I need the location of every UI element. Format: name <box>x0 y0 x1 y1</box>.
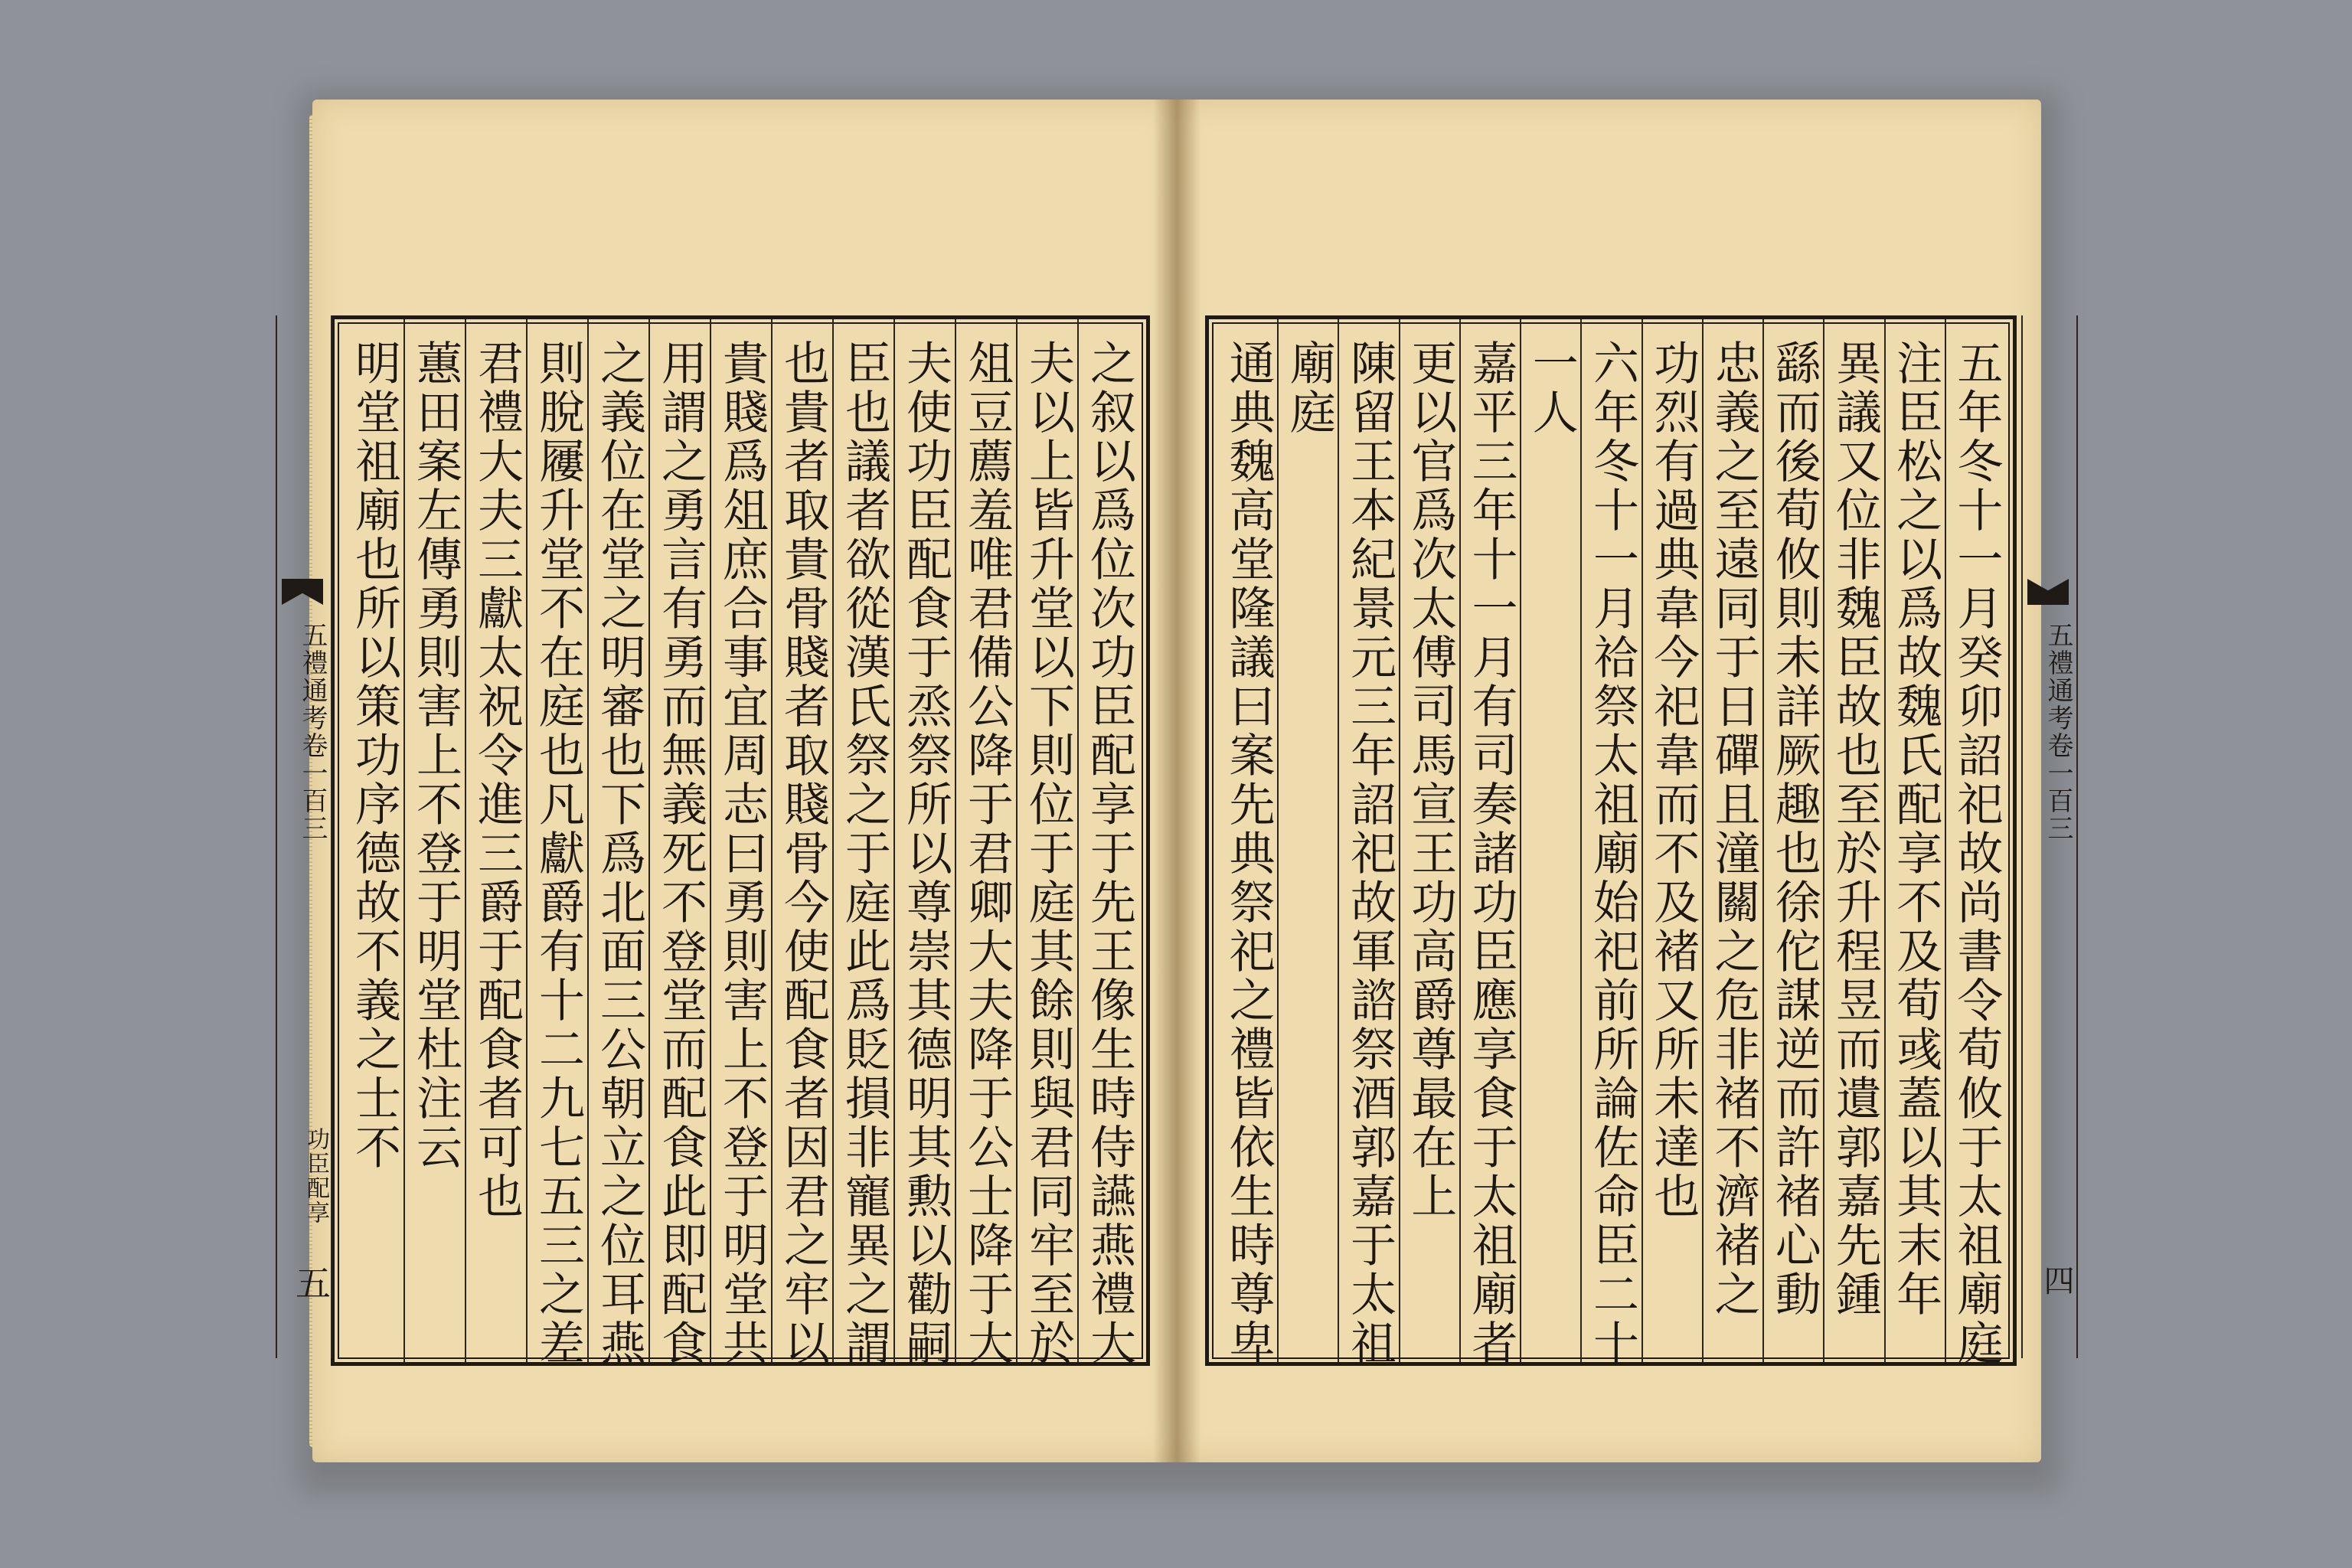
right-column-1: 五年冬十一月癸卯詔祀故尚書令荀攸于太祖廟庭 <box>1949 339 2004 1368</box>
left-column-2: 夫以上皆升堂以下則位于庭其餘則與君同牢至於 <box>1021 339 1075 1368</box>
left-column-rule <box>1077 319 1079 1362</box>
right-column-3: 異議又位非魏臣故也至於升程昱而遺郭嘉先鍾 <box>1828 339 1882 1319</box>
right-column-rule <box>1520 319 1521 1362</box>
left-column-rule <box>403 319 405 1362</box>
left-column-11: 君禮大夫三獻太祝令進三爵于配食者可也 <box>470 339 524 1221</box>
right-column-4: 繇而後荀攸則未詳厥趣也徐佗謀逆而許褚心動 <box>1767 339 1821 1319</box>
fishtail-mark <box>2027 579 2069 605</box>
left-banxin <box>276 315 332 1358</box>
right-column-10: 更以官爲次太傅司馬宣王功高爵尊最在上 <box>1403 339 1458 1221</box>
right-column-rule <box>1945 319 1946 1362</box>
left-column-rule <box>526 319 528 1362</box>
right-column-7: 六年冬十一月祫祭太祖廟始祀前所論佐命臣二十 <box>1586 339 1639 1368</box>
left-column-5: 臣也議者欲從漢氏祭之于庭此爲貶損非寵異之謂 <box>838 339 891 1368</box>
right-column-13: 通典魏高堂隆議曰案先典祭祀之禮皆依生時尊卑 <box>1221 339 1276 1368</box>
book-gutter <box>1153 100 1200 1462</box>
right-column-2: 注臣松之以爲故魏氏配享不及荀彧蓋以其末年 <box>1889 339 1943 1319</box>
left-column-rule <box>465 319 466 1362</box>
right-column-rule <box>1459 319 1461 1362</box>
right-column-12: 廟庭 <box>1282 339 1336 437</box>
left-column-rule <box>1016 319 1018 1362</box>
right-column-rule <box>1762 319 1764 1362</box>
right-column-8: 一人 <box>1524 339 1579 437</box>
left-column-rule <box>587 319 589 1362</box>
right-column-rule <box>1399 319 1400 1362</box>
right-banxin-title: 五禮通考卷一百三 <box>2043 622 2073 842</box>
left-column-rule <box>648 319 650 1362</box>
left-banxin-title: 五禮通考卷一百三 <box>297 622 328 842</box>
right-column-5: 忠義之至遠同于日磾且潼關之危非褚不濟褚之 <box>1707 339 1761 1319</box>
right-banxin <box>2021 315 2078 1358</box>
left-column-9: 之義位在堂之明審也下爲北面三公朝立之位耳燕 <box>593 339 646 1368</box>
left-column-6: 也貴者取貴骨賤者取賤骨今使配食者因君之牢以 <box>776 339 830 1368</box>
left-column-12: 蕙田案左傳勇則害上不登于明堂杜注云 <box>409 339 462 1172</box>
left-column-rule <box>710 319 711 1362</box>
right-column-rule <box>1580 319 1582 1362</box>
left-banxin-section: 功臣配享 <box>302 1127 329 1225</box>
fishtail-mark <box>282 579 323 605</box>
right-column-rule <box>1823 319 1824 1362</box>
right-folio: 四 <box>2039 1265 2074 1298</box>
left-column-rule <box>832 319 834 1362</box>
right-print-frame <box>1205 315 2017 1366</box>
right-column-9: 嘉平三年十一月有司奏諸功臣應享食于太祖廟者 <box>1464 339 1518 1368</box>
left-column-7: 貴賤爲俎庶合事宜周志曰勇則害上不登于明堂共 <box>715 339 769 1368</box>
left-print-frame <box>331 315 1150 1366</box>
right-column-6: 功烈有過典韋今祀韋而不及褚又所未達也 <box>1646 339 1700 1221</box>
left-folio: 五 <box>290 1265 332 1303</box>
right-column-rule <box>1702 319 1704 1362</box>
right-column-rule <box>1338 319 1339 1362</box>
left-column-rule <box>771 319 773 1362</box>
left-column-3: 俎豆薦羞唯君備公降于君卿大夫降于公士降于大 <box>960 339 1014 1368</box>
right-column-rule <box>1277 319 1279 1362</box>
right-column-rule <box>1884 319 1886 1362</box>
left-column-10: 則脫屨升堂不在庭也凡獻爵有十二九七五三之差 <box>531 339 585 1368</box>
right-column-11: 陳留王本紀景元三年詔祀故軍諮祭酒郭嘉于太祖 <box>1343 339 1397 1368</box>
right-column-rule <box>1642 319 1643 1362</box>
left-column-4: 夫使功臣配食于烝祭所以尊崇其德明其勲以勸嗣 <box>899 339 952 1368</box>
left-column-13: 明堂祖廟也所以策功序德故不義之士不 <box>348 339 401 1172</box>
left-column-rule <box>893 319 895 1362</box>
left-column-8: 用謂之勇言有勇而無義死不登堂而配食此即配食 <box>654 339 707 1368</box>
left-column-rule <box>955 319 956 1362</box>
left-column-1: 之叙以爲位次功臣配享于先王像生時侍讌燕禮大 <box>1083 339 1136 1368</box>
